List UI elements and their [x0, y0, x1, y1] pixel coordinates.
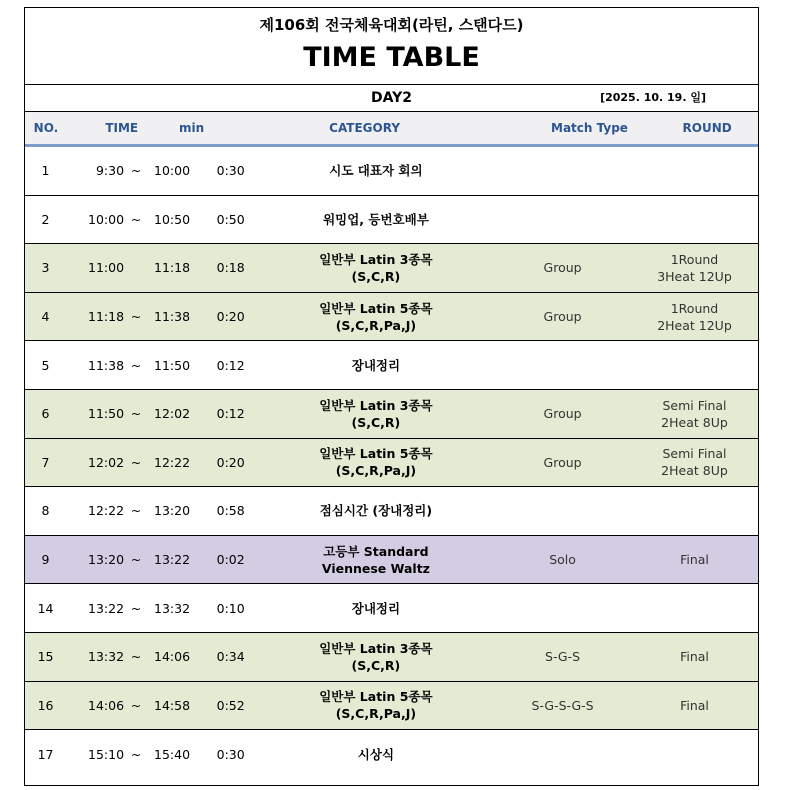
round-cell	[631, 697, 758, 714]
end-time: 13:32	[154, 600, 191, 616]
start-time: 9:30	[95, 163, 125, 179]
time-range	[66, 309, 213, 324]
category-cell	[258, 300, 494, 334]
category-cell	[258, 543, 494, 577]
category-line: (S,C,R)	[351, 414, 401, 430]
table-header	[25, 112, 758, 147]
category-line: 장내정리	[351, 357, 401, 373]
category-cell	[258, 640, 494, 674]
time-separator: ~	[130, 746, 142, 762]
round-cell	[631, 251, 758, 285]
row-number: 8	[41, 503, 50, 519]
row-number: 5	[41, 357, 50, 373]
category-line: 장내정리	[351, 600, 401, 616]
day-row	[25, 85, 758, 112]
start-time: 11:38	[88, 357, 125, 373]
round-cell	[631, 551, 758, 568]
end-time: 10:00	[154, 163, 191, 179]
duration: 0:12	[216, 357, 245, 373]
category-line: 워밍업, 등번호배부	[323, 211, 429, 227]
end-time: 11:18	[154, 260, 191, 276]
category-line: 일반부 Latin 3종목	[319, 640, 433, 656]
duration: 0:30	[216, 746, 245, 762]
duration: 0:12	[216, 406, 245, 422]
time-separator: ~	[130, 649, 142, 665]
round-cell	[631, 300, 758, 334]
match-type: S-G-S-G-S	[531, 697, 594, 713]
round-line: 1Round	[670, 300, 719, 316]
end-time: 15:40	[154, 746, 191, 762]
column-header-category: CATEGORY	[329, 121, 401, 135]
row-number: 1	[41, 163, 50, 179]
category-cell	[258, 600, 494, 617]
title-block	[25, 8, 758, 85]
time-separator: ~	[130, 503, 142, 519]
end-time: 10:50	[154, 211, 191, 227]
duration: 0:30	[216, 163, 245, 179]
table-row	[25, 244, 758, 293]
time-range	[66, 260, 213, 275]
category-line: (S,C,R)	[351, 268, 401, 284]
time-range	[66, 503, 213, 518]
time-separator: ~	[130, 406, 142, 422]
time-range	[66, 358, 213, 373]
duration: 0:34	[216, 649, 245, 665]
time-range	[66, 601, 213, 616]
category-cell	[258, 211, 494, 228]
table-row	[25, 584, 758, 633]
category-line: (S,C,R,Pa,J)	[335, 706, 417, 722]
round-line: Final	[680, 649, 709, 665]
round-line: 2Heat 8Up	[661, 414, 728, 430]
category-line: (S,C,R,Pa,J)	[335, 463, 417, 479]
category-line: Viennese Waltz	[321, 560, 430, 576]
duration: 0:50	[216, 211, 245, 227]
duration: 0:20	[216, 309, 245, 325]
table-body	[25, 147, 758, 779]
end-time: 11:50	[154, 357, 191, 373]
row-number: 16	[37, 697, 54, 713]
round-cell	[631, 648, 758, 665]
end-time: 12:02	[154, 406, 191, 422]
time-separator: ~	[130, 309, 142, 325]
row-number: 15	[37, 649, 54, 665]
table-row	[25, 439, 758, 488]
category-cell	[258, 688, 494, 722]
category-line: 고등부 Standard	[323, 543, 429, 559]
time-separator	[124, 260, 148, 275]
match-type: S-G-S	[545, 649, 581, 665]
table-row	[25, 633, 758, 682]
start-time: 11:50	[88, 406, 125, 422]
end-time: 11:38	[154, 309, 191, 325]
table-row	[25, 147, 758, 196]
time-separator: ~	[130, 211, 142, 227]
duration: 0:52	[216, 697, 245, 713]
table-row	[25, 536, 758, 585]
match-type: Group	[543, 309, 582, 325]
table-row	[25, 730, 758, 779]
event-subtitle: 제106회 전국체육대회(라틴, 스탠다드)	[259, 16, 524, 34]
category-line: 시도 대표자 회의	[329, 163, 423, 179]
table-row	[25, 682, 758, 731]
end-time: 14:58	[154, 697, 191, 713]
table-row	[25, 341, 758, 390]
category-cell	[258, 746, 494, 763]
category-line: 점심시간 (장내정리)	[319, 503, 433, 519]
category-cell	[258, 357, 494, 374]
row-number: 2	[41, 211, 50, 227]
match-type: Group	[543, 406, 582, 422]
round-line: 3Heat 12Up	[657, 268, 732, 284]
row-number: 3	[41, 260, 50, 276]
time-range	[66, 455, 213, 470]
column-header-no: NO.	[33, 121, 59, 135]
category-line: (S,C,R)	[351, 657, 401, 673]
time-range	[66, 649, 213, 664]
row-number: 7	[41, 454, 50, 470]
time-range	[66, 552, 213, 567]
start-time: 14:06	[88, 697, 125, 713]
row-number: 4	[41, 309, 50, 325]
match-type: Group	[543, 454, 582, 470]
time-range	[66, 698, 213, 713]
round-line: 1Round	[670, 251, 719, 267]
column-header-round: ROUND	[682, 121, 732, 135]
timetable-sheet	[24, 7, 759, 786]
category-line: (S,C,R,Pa,J)	[335, 317, 417, 333]
duration: 0:58	[216, 503, 245, 519]
row-number: 9	[41, 552, 50, 568]
table-row	[25, 196, 758, 245]
day-label: DAY2	[371, 90, 412, 106]
time-separator: ~	[130, 163, 142, 179]
row-number: 6	[41, 406, 50, 422]
time-range	[66, 212, 213, 227]
table-row	[25, 293, 758, 342]
column-header-min: min	[178, 121, 205, 135]
table-row	[25, 487, 758, 536]
duration: 0:20	[216, 454, 245, 470]
round-line: 2Heat 8Up	[661, 463, 728, 479]
page-title: TIME TABLE	[303, 42, 480, 73]
start-time: 13:20	[88, 552, 125, 568]
duration: 0:18	[216, 260, 245, 276]
start-time: 11:18	[88, 309, 125, 325]
time-range	[66, 163, 213, 178]
start-time: 11:00	[88, 260, 125, 276]
time-separator: ~	[130, 454, 142, 470]
duration: 0:02	[216, 552, 245, 568]
round-cell	[631, 445, 758, 479]
category-line: 일반부 Latin 3종목	[319, 251, 433, 267]
round-line: 2Heat 12Up	[657, 317, 732, 333]
start-time: 10:00	[88, 211, 125, 227]
round-line: Final	[680, 697, 709, 713]
end-time: 13:20	[154, 503, 191, 519]
start-time: 13:22	[88, 600, 125, 616]
match-type: Solo	[549, 552, 576, 568]
time-range	[66, 406, 213, 421]
column-header-time: TIME	[105, 121, 139, 135]
category-cell	[258, 251, 494, 285]
start-time: 13:32	[88, 649, 125, 665]
end-time: 12:22	[154, 454, 191, 470]
category-cell	[258, 397, 494, 431]
round-cell	[631, 397, 758, 431]
round-line: Semi Final	[662, 446, 727, 462]
time-range	[66, 747, 213, 762]
category-cell	[258, 445, 494, 479]
row-number: 14	[37, 600, 54, 616]
round-line: Final	[680, 552, 709, 568]
duration: 0:10	[216, 600, 245, 616]
category-line: 일반부 Latin 3종목	[319, 397, 433, 413]
category-cell	[258, 502, 494, 519]
end-time: 13:22	[154, 552, 191, 568]
column-header-match-type: Match Type	[551, 121, 628, 135]
time-separator: ~	[130, 552, 142, 568]
row-number: 17	[37, 746, 54, 762]
start-time: 12:02	[88, 454, 125, 470]
time-separator: ~	[130, 600, 142, 616]
end-time: 14:06	[154, 649, 191, 665]
category-line: 일반부 Latin 5종목	[319, 689, 433, 705]
time-separator: ~	[130, 357, 142, 373]
category-line: 시상식	[357, 746, 395, 762]
table-row	[25, 390, 758, 439]
start-time: 12:22	[88, 503, 125, 519]
category-cell	[258, 162, 494, 179]
match-type: Group	[543, 260, 582, 276]
date-label: [2025. 10. 19. 일]	[600, 91, 706, 104]
category-line: 일반부 Latin 5종목	[319, 300, 433, 316]
time-separator: ~	[130, 697, 142, 713]
category-line: 일반부 Latin 5종목	[319, 446, 433, 462]
start-time: 15:10	[88, 746, 125, 762]
round-line: Semi Final	[662, 397, 727, 413]
